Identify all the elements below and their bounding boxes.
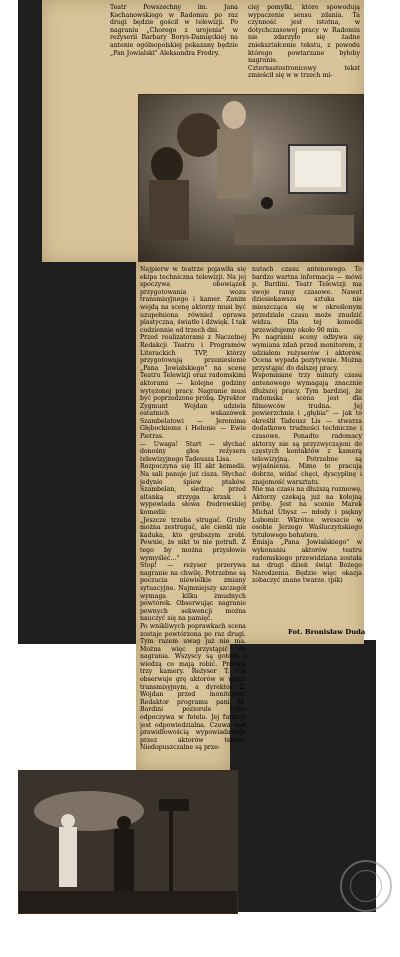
rehearsal-photo-illustration [139,95,363,261]
photo-credit: Fot. Bronisław Duda [288,628,366,636]
archive-stamp [340,860,392,912]
article-body-left: Najpierw w teatrze pojawiła się ekipa techniczna telewizji. Na jej spoczywa obowiązek przygotowania wozu transmisyjnego i kamer. Zanim wejdą na scenę aktorzy musi być uzupełniona również oprawa plastyczna, światło i dźwięk. I tak codziennie od trzech dni. Przed realizatorami z Naczelnej Redakcji Teatru i Programów Literackich TVP, którzy przygotowują przeniesienie „Pana Jowialskiego" na scenę Teatru Telewizji oraz radomskimi aktorami — kolejne godziny wytężonej pracy. Nagranie musi być poprzedzone próbą. Dyrektor Zygmunt Wojdan udziela ostatnich wskazówek Szambelatowi — Jeremima Głębockiemu i Helenie — Ewie Pietras. — Uwaga! Start — słychać donośny głos reżysera telewizyjnego Tadeusza Lisa. Rozpoczyna się III akt komedii. Na sali panuje już cisza. Słychać jedynie śpiew ptaków. Szambelan, siedząc przed altanką strzyga krzak i wypowiada słowa fredrowskiej komedii: „Jeszcze trzeba strugać. Gruby można zestrugać, ale cienki nie kaduka, kto grubszym zrobi. Pewnie, że nikt to nie potrafi. Z tego by można przysłowie wymyśleć..." Stop! — reżyser przerywa nagranie na chwilę. Potrzebne są poczucia niewielkie zmiany sytuacyjne. Najmniejszy szczegół wymaga kilku żmudnych powtórek. Obserwując nagranie pewnych sekwencji można nauczyć się na pamięć. Po wnikliwych poprawkach scena zostaje powtórzona po raz drugi. Tym razem uwag już nie ma. Można więc przystąpić do nagrania. Wszyscy są gotowi i wiedzą co mają robić. Pracują trzy kamery. Reżyser T. Lis obserwuje grę aktorów w wozie transmisyjnym, a dyrektor Z. Wojdan przed monitorem. Redaktor programu pani M. Bardini poziorule tylko odpoczywa w fotelu. Jej funkcja jest odpowiedzialna. Czuwa nad prawidłowością wypowiadanego przez aktorów tekstu. Niedopuszczalne są prze- [140,266,246,752]
stage-photo-illustration [19,771,237,913]
archive-stamp-inner [350,870,382,902]
rehearsal-photo [138,94,364,262]
article-body-right: nutach czasu antenowego. To bardzo wartna informacja — mówi p. Bardini. Teatr Telewizji ma swoje ramy czasowe. Nawet dziesiekawsza sztuka nie mieszcząca się w określonym przedziale czasu może znudzić widza. Dla tej komedii przewidujemy około 90 min. Po nagraniu sceny odbywa się wymiana zdań przed monitorem, z udziałem reżyserów i aktorów. Ocena wypada pozytywnie. Można przystąpić do dalszej pracy. Wspomniane trzy minuty czasu antenowego wymagają znacznie dłuższej pracy. Tym bardziej, że radomska scena jest dla filmowców trudna. Jej powierzchnia i „głębia" — jak to określił Tadeusz Lis — stwarza dodatkowe trudności techniczne i czasowe. Ponadto radomscy aktorzy nie są przyzwyczajeni do częstych kontaktów z kamerą telewizyjną. Potrzebne są wyjaśnienia. Mimo to pracują dobrze, widać chęci, dyscyplinę i znajomość warsztatu. Nie ma czasu na dłuższą rozmowę. Aktorzy czekają już na kolejną próbę. Jest na scenie Marek Michał Ubysz — młody i piękny Lubomir. Wkrótce wreszcie w osobie Jerzego Waśluczyńskiego tytułowego bohatera. Emisja „Pana Jowialskiego" w wykonaniu aktorów teatru radomskiego przewidziana została na drugi dzień świąt Bożego Narodzenia. Będzie więc okazja zobaczyć znane twarze. (pik) [252,266,362,585]
stage-photo [18,770,238,914]
mount-left-top [18,0,42,262]
article-intro-left: Teatr Powszechny im. Jana Kochanowskiego w Radomiu po raz drugi będzie gościł w telewizji. Po nagraniu „Chorego z urojenia" w reżyserii Barbary Borys-Damięckiej na antenie ogólnopolskiej pokazany będzie „Pan Jowialski" Aleksandra Fredry. [110,4,238,57]
mount-left-mid [18,262,136,644]
article-intro-right: ciej pomyłki, które spowodują wypaczenie sensu zdania. Ta czynność jest istotna, w dotychczasowej pracy w Radomiu nie zdarzyło się żadne zniekształcenie tekstu, z powodu którego powtarzane byłoby nagranie. Czternastostronicowy tekst zmieścił się w w trzech mi- [248,4,360,80]
